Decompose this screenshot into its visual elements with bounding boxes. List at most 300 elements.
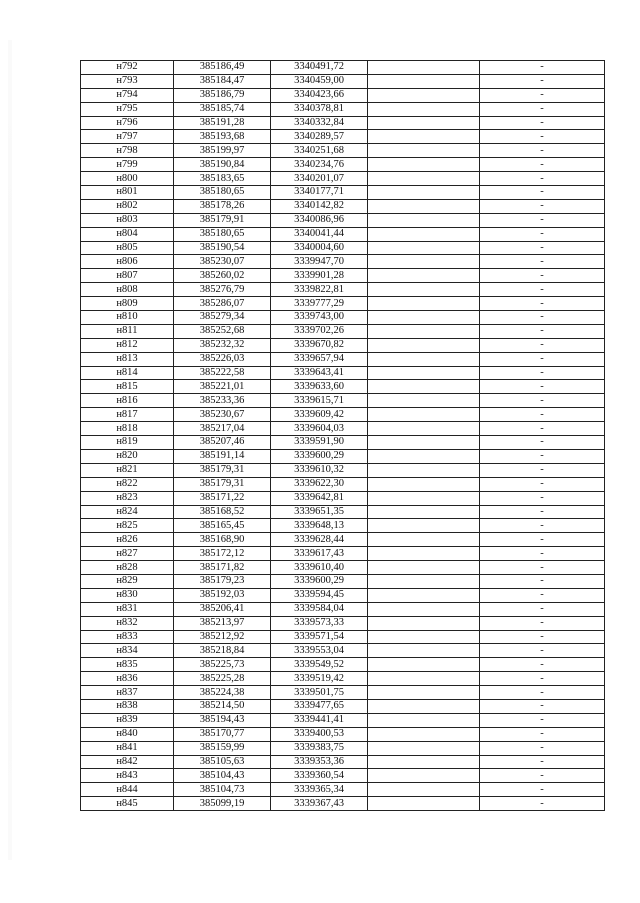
x-coordinate-cell: 385218,84 <box>174 644 271 658</box>
x-coordinate-cell: 385232,32 <box>174 338 271 352</box>
y-coordinate-cell: 3339383,75 <box>271 741 368 755</box>
y-coordinate-cell: 3339901,28 <box>271 269 368 283</box>
point-id-cell: н836 <box>81 672 174 686</box>
mark-cell: - <box>480 616 605 630</box>
y-coordinate-cell: 3339573,33 <box>271 616 368 630</box>
y-coordinate-cell: 3339610,32 <box>271 463 368 477</box>
y-coordinate-cell: 3339600,29 <box>271 449 368 463</box>
note-cell <box>368 477 480 491</box>
table-row <box>81 88 605 102</box>
y-coordinate-cell: 3339501,75 <box>271 686 368 700</box>
point-id-cell: н800 <box>81 172 174 186</box>
x-coordinate-cell: 385260,02 <box>174 269 271 283</box>
table-row <box>81 672 605 686</box>
point-id-cell: н807 <box>81 269 174 283</box>
mark-cell: - <box>480 658 605 672</box>
table-row <box>81 616 605 630</box>
y-coordinate-cell: 3339633,60 <box>271 380 368 394</box>
note-cell <box>368 352 480 366</box>
y-coordinate-cell: 3339477,65 <box>271 699 368 713</box>
mark-cell: - <box>480 686 605 700</box>
table-row <box>81 686 605 700</box>
note-cell <box>368 116 480 130</box>
point-id-cell: н824 <box>81 505 174 519</box>
table-row <box>81 130 605 144</box>
note-cell <box>368 491 480 505</box>
point-id-cell: н827 <box>81 547 174 561</box>
y-coordinate-cell: 3339594,45 <box>271 588 368 602</box>
table-row <box>81 241 605 255</box>
mark-cell: - <box>480 505 605 519</box>
scan-edge-artifact <box>8 40 12 860</box>
point-id-cell: н842 <box>81 755 174 769</box>
x-coordinate-cell: 385104,73 <box>174 783 271 797</box>
x-coordinate-cell: 385186,49 <box>174 61 271 75</box>
mark-cell: - <box>480 436 605 450</box>
table-row <box>81 491 605 505</box>
point-id-cell: н835 <box>81 658 174 672</box>
point-id-cell: н841 <box>81 741 174 755</box>
table-row <box>81 61 605 75</box>
note-cell <box>368 102 480 116</box>
point-id-cell: н809 <box>81 297 174 311</box>
mark-cell: - <box>480 102 605 116</box>
x-coordinate-cell: 385226,03 <box>174 352 271 366</box>
point-id-cell: н802 <box>81 199 174 213</box>
point-id-cell: н843 <box>81 769 174 783</box>
table-row <box>81 477 605 491</box>
mark-cell: - <box>480 561 605 575</box>
table-row <box>81 102 605 116</box>
point-id-cell: н831 <box>81 602 174 616</box>
note-cell <box>368 561 480 575</box>
point-id-cell: н805 <box>81 241 174 255</box>
point-id-cell: н806 <box>81 255 174 269</box>
table-row <box>81 547 605 561</box>
mark-cell: - <box>480 283 605 297</box>
x-coordinate-cell: 385179,23 <box>174 574 271 588</box>
note-cell <box>368 436 480 450</box>
mark-cell: - <box>480 449 605 463</box>
y-coordinate-cell: 3340332,84 <box>271 116 368 130</box>
x-coordinate-cell: 385170,77 <box>174 727 271 741</box>
table-row <box>81 602 605 616</box>
x-coordinate-cell: 385230,07 <box>174 255 271 269</box>
mark-cell: - <box>480 227 605 241</box>
y-coordinate-cell: 3339947,70 <box>271 255 368 269</box>
point-id-cell: н804 <box>81 227 174 241</box>
mark-cell: - <box>480 116 605 130</box>
y-coordinate-cell: 3339591,90 <box>271 436 368 450</box>
mark-cell: - <box>480 338 605 352</box>
note-cell <box>368 644 480 658</box>
y-coordinate-cell: 3340289,57 <box>271 130 368 144</box>
table-row <box>81 324 605 338</box>
table-row <box>81 380 605 394</box>
y-coordinate-cell: 3339360,54 <box>271 769 368 783</box>
table-row <box>81 436 605 450</box>
note-cell <box>368 588 480 602</box>
y-coordinate-cell: 3339604,03 <box>271 422 368 436</box>
mark-cell: - <box>480 574 605 588</box>
point-id-cell: н815 <box>81 380 174 394</box>
table-row <box>81 741 605 755</box>
mark-cell: - <box>480 366 605 380</box>
x-coordinate-cell: 385168,52 <box>174 505 271 519</box>
x-coordinate-cell: 385252,68 <box>174 324 271 338</box>
note-cell <box>368 463 480 477</box>
point-id-cell: н801 <box>81 186 174 200</box>
y-coordinate-cell: 3339353,36 <box>271 755 368 769</box>
table-row <box>81 658 605 672</box>
note-cell <box>368 672 480 686</box>
table-row <box>81 311 605 325</box>
table-row <box>81 783 605 797</box>
note-cell <box>368 227 480 241</box>
table-row <box>81 255 605 269</box>
y-coordinate-cell: 3339642,81 <box>271 491 368 505</box>
x-coordinate-cell: 385159,99 <box>174 741 271 755</box>
table-row <box>81 74 605 88</box>
y-coordinate-cell: 3339622,30 <box>271 477 368 491</box>
y-coordinate-cell: 3340251,68 <box>271 144 368 158</box>
point-id-cell: н795 <box>81 102 174 116</box>
point-id-cell: н832 <box>81 616 174 630</box>
note-cell <box>368 547 480 561</box>
table-row <box>81 408 605 422</box>
mark-cell: - <box>480 158 605 172</box>
x-coordinate-cell: 385172,12 <box>174 547 271 561</box>
y-coordinate-cell: 3340234,76 <box>271 158 368 172</box>
mark-cell: - <box>480 144 605 158</box>
point-id-cell: н818 <box>81 422 174 436</box>
note-cell <box>368 144 480 158</box>
note-cell <box>368 241 480 255</box>
mark-cell: - <box>480 769 605 783</box>
table-row <box>81 199 605 213</box>
point-id-cell: н816 <box>81 394 174 408</box>
mark-cell: - <box>480 713 605 727</box>
x-coordinate-cell: 385184,47 <box>174 74 271 88</box>
note-cell <box>368 755 480 769</box>
y-coordinate-cell: 3339519,42 <box>271 672 368 686</box>
y-coordinate-cell: 3339400,53 <box>271 727 368 741</box>
mark-cell: - <box>480 88 605 102</box>
mark-cell: - <box>480 241 605 255</box>
point-id-cell: н822 <box>81 477 174 491</box>
x-coordinate-cell: 385186,79 <box>174 88 271 102</box>
x-coordinate-cell: 385199,97 <box>174 144 271 158</box>
x-coordinate-cell: 385178,26 <box>174 199 271 213</box>
mark-cell: - <box>480 186 605 200</box>
mark-cell: - <box>480 394 605 408</box>
table-row <box>81 213 605 227</box>
y-coordinate-cell: 3339615,71 <box>271 394 368 408</box>
x-coordinate-cell: 385221,01 <box>174 380 271 394</box>
table-row <box>81 422 605 436</box>
mark-cell: - <box>480 213 605 227</box>
mark-cell: - <box>480 519 605 533</box>
mark-cell: - <box>480 602 605 616</box>
table-row <box>81 186 605 200</box>
mark-cell: - <box>480 422 605 436</box>
point-id-cell: н814 <box>81 366 174 380</box>
mark-cell: - <box>480 672 605 686</box>
note-cell <box>368 199 480 213</box>
x-coordinate-cell: 385230,67 <box>174 408 271 422</box>
y-coordinate-cell: 3340177,71 <box>271 186 368 200</box>
note-cell <box>368 130 480 144</box>
note-cell <box>368 324 480 338</box>
mark-cell: - <box>480 255 605 269</box>
y-coordinate-cell: 3339441,41 <box>271 713 368 727</box>
x-coordinate-cell: 385168,90 <box>174 533 271 547</box>
point-id-cell: н829 <box>81 574 174 588</box>
y-coordinate-cell: 3339777,29 <box>271 297 368 311</box>
x-coordinate-cell: 385185,74 <box>174 102 271 116</box>
table-row <box>81 713 605 727</box>
mark-cell: - <box>480 491 605 505</box>
x-coordinate-cell: 385194,43 <box>174 713 271 727</box>
x-coordinate-cell: 385207,46 <box>174 436 271 450</box>
x-coordinate-cell: 385276,79 <box>174 283 271 297</box>
mark-cell: - <box>480 269 605 283</box>
mark-cell: - <box>480 172 605 186</box>
note-cell <box>368 380 480 394</box>
table-row <box>81 463 605 477</box>
mark-cell: - <box>480 755 605 769</box>
table-row <box>81 352 605 366</box>
note-cell <box>368 74 480 88</box>
mark-cell: - <box>480 699 605 713</box>
x-coordinate-cell: 385212,92 <box>174 630 271 644</box>
y-coordinate-cell: 3340201,07 <box>271 172 368 186</box>
x-coordinate-cell: 385183,65 <box>174 172 271 186</box>
note-cell <box>368 255 480 269</box>
note-cell <box>368 533 480 547</box>
y-coordinate-cell: 3339702,26 <box>271 324 368 338</box>
y-coordinate-cell: 3339600,29 <box>271 574 368 588</box>
point-id-cell: н825 <box>81 519 174 533</box>
table-row <box>81 297 605 311</box>
y-coordinate-cell: 3339648,13 <box>271 519 368 533</box>
point-id-cell: н844 <box>81 783 174 797</box>
y-coordinate-cell: 3339617,43 <box>271 547 368 561</box>
x-coordinate-cell: 385233,36 <box>174 394 271 408</box>
note-cell <box>368 797 480 811</box>
note-cell <box>368 408 480 422</box>
y-coordinate-cell: 3339822,81 <box>271 283 368 297</box>
point-id-cell: н811 <box>81 324 174 338</box>
y-coordinate-cell: 3339670,82 <box>271 338 368 352</box>
mark-cell: - <box>480 727 605 741</box>
x-coordinate-cell: 385225,73 <box>174 658 271 672</box>
table-row <box>81 227 605 241</box>
x-coordinate-cell: 385104,43 <box>174 769 271 783</box>
point-id-cell: н826 <box>81 533 174 547</box>
x-coordinate-cell: 385192,03 <box>174 588 271 602</box>
table-row <box>81 283 605 297</box>
note-cell <box>368 172 480 186</box>
note-cell <box>368 727 480 741</box>
note-cell <box>368 213 480 227</box>
table-row <box>81 630 605 644</box>
x-coordinate-cell: 385190,54 <box>174 241 271 255</box>
point-id-cell: н839 <box>81 713 174 727</box>
table-row <box>81 116 605 130</box>
mark-cell: - <box>480 741 605 755</box>
table-row <box>81 172 605 186</box>
point-id-cell: н840 <box>81 727 174 741</box>
y-coordinate-cell: 3340142,82 <box>271 199 368 213</box>
table-row <box>81 797 605 811</box>
point-id-cell: н810 <box>81 311 174 325</box>
point-id-cell: н834 <box>81 644 174 658</box>
table-row <box>81 769 605 783</box>
y-coordinate-cell: 3339365,34 <box>271 783 368 797</box>
mark-cell: - <box>480 130 605 144</box>
point-id-cell: н797 <box>81 130 174 144</box>
point-id-cell: н799 <box>81 158 174 172</box>
table-row <box>81 755 605 769</box>
mark-cell: - <box>480 324 605 338</box>
table-row <box>81 449 605 463</box>
note-cell <box>368 713 480 727</box>
mark-cell: - <box>480 588 605 602</box>
mark-cell: - <box>480 408 605 422</box>
mark-cell: - <box>480 463 605 477</box>
y-coordinate-cell: 3339628,44 <box>271 533 368 547</box>
x-coordinate-cell: 385190,84 <box>174 158 271 172</box>
table-row <box>81 727 605 741</box>
note-cell <box>368 186 480 200</box>
mark-cell: - <box>480 311 605 325</box>
table-row <box>81 588 605 602</box>
note-cell <box>368 394 480 408</box>
x-coordinate-cell: 385180,65 <box>174 186 271 200</box>
mark-cell: - <box>480 297 605 311</box>
y-coordinate-cell: 3340086,96 <box>271 213 368 227</box>
x-coordinate-cell: 385213,97 <box>174 616 271 630</box>
point-id-cell: н794 <box>81 88 174 102</box>
y-coordinate-cell: 3340423,66 <box>271 88 368 102</box>
point-id-cell: н820 <box>81 449 174 463</box>
mark-cell: - <box>480 352 605 366</box>
note-cell <box>368 519 480 533</box>
y-coordinate-cell: 3339367,43 <box>271 797 368 811</box>
note-cell <box>368 505 480 519</box>
point-id-cell: н828 <box>81 561 174 575</box>
table-row <box>81 574 605 588</box>
mark-cell: - <box>480 61 605 75</box>
note-cell <box>368 602 480 616</box>
y-coordinate-cell: 3339549,52 <box>271 658 368 672</box>
point-id-cell: н808 <box>81 283 174 297</box>
mark-cell: - <box>480 630 605 644</box>
x-coordinate-cell: 385165,45 <box>174 519 271 533</box>
point-id-cell: н812 <box>81 338 174 352</box>
x-coordinate-cell: 385193,68 <box>174 130 271 144</box>
coordinates-table-body <box>81 61 605 811</box>
point-id-cell: н837 <box>81 686 174 700</box>
y-coordinate-cell: 3339651,35 <box>271 505 368 519</box>
note-cell <box>368 269 480 283</box>
y-coordinate-cell: 3339643,41 <box>271 366 368 380</box>
point-id-cell: н845 <box>81 797 174 811</box>
table-row <box>81 158 605 172</box>
x-coordinate-cell: 385217,04 <box>174 422 271 436</box>
y-coordinate-cell: 3339610,40 <box>271 561 368 575</box>
point-id-cell: н819 <box>81 436 174 450</box>
mark-cell: - <box>480 547 605 561</box>
note-cell <box>368 61 480 75</box>
point-id-cell: н813 <box>81 352 174 366</box>
note-cell <box>368 297 480 311</box>
note-cell <box>368 741 480 755</box>
note-cell <box>368 311 480 325</box>
table-row <box>81 394 605 408</box>
note-cell <box>368 158 480 172</box>
table-row <box>81 561 605 575</box>
y-coordinate-cell: 3339584,04 <box>271 602 368 616</box>
note-cell <box>368 769 480 783</box>
table-row <box>81 519 605 533</box>
x-coordinate-cell: 385191,28 <box>174 116 271 130</box>
table-row <box>81 505 605 519</box>
point-id-cell: н793 <box>81 74 174 88</box>
note-cell <box>368 449 480 463</box>
point-id-cell: н796 <box>81 116 174 130</box>
x-coordinate-cell: 385179,31 <box>174 477 271 491</box>
point-id-cell: н792 <box>81 61 174 75</box>
note-cell <box>368 699 480 713</box>
note-cell <box>368 630 480 644</box>
x-coordinate-cell: 385180,65 <box>174 227 271 241</box>
note-cell <box>368 616 480 630</box>
table-row <box>81 644 605 658</box>
x-coordinate-cell: 385225,28 <box>174 672 271 686</box>
x-coordinate-cell: 385099,19 <box>174 797 271 811</box>
note-cell <box>368 283 480 297</box>
point-id-cell: н803 <box>81 213 174 227</box>
x-coordinate-cell: 385179,31 <box>174 463 271 477</box>
point-id-cell: н830 <box>81 588 174 602</box>
table-row <box>81 533 605 547</box>
mark-cell: - <box>480 74 605 88</box>
x-coordinate-cell: 385191,14 <box>174 449 271 463</box>
mark-cell: - <box>480 380 605 394</box>
note-cell <box>368 88 480 102</box>
mark-cell: - <box>480 783 605 797</box>
mark-cell: - <box>480 199 605 213</box>
table-row <box>81 366 605 380</box>
point-id-cell: н823 <box>81 491 174 505</box>
y-coordinate-cell: 3339571,54 <box>271 630 368 644</box>
x-coordinate-cell: 385286,07 <box>174 297 271 311</box>
mark-cell: - <box>480 797 605 811</box>
table-row <box>81 269 605 283</box>
x-coordinate-cell: 385171,82 <box>174 561 271 575</box>
y-coordinate-cell: 3339553,04 <box>271 644 368 658</box>
coordinates-table <box>80 60 605 811</box>
y-coordinate-cell: 3340004,60 <box>271 241 368 255</box>
note-cell <box>368 366 480 380</box>
note-cell <box>368 686 480 700</box>
point-id-cell: н817 <box>81 408 174 422</box>
table-row <box>81 699 605 713</box>
point-id-cell: н821 <box>81 463 174 477</box>
x-coordinate-cell: 385214,50 <box>174 699 271 713</box>
